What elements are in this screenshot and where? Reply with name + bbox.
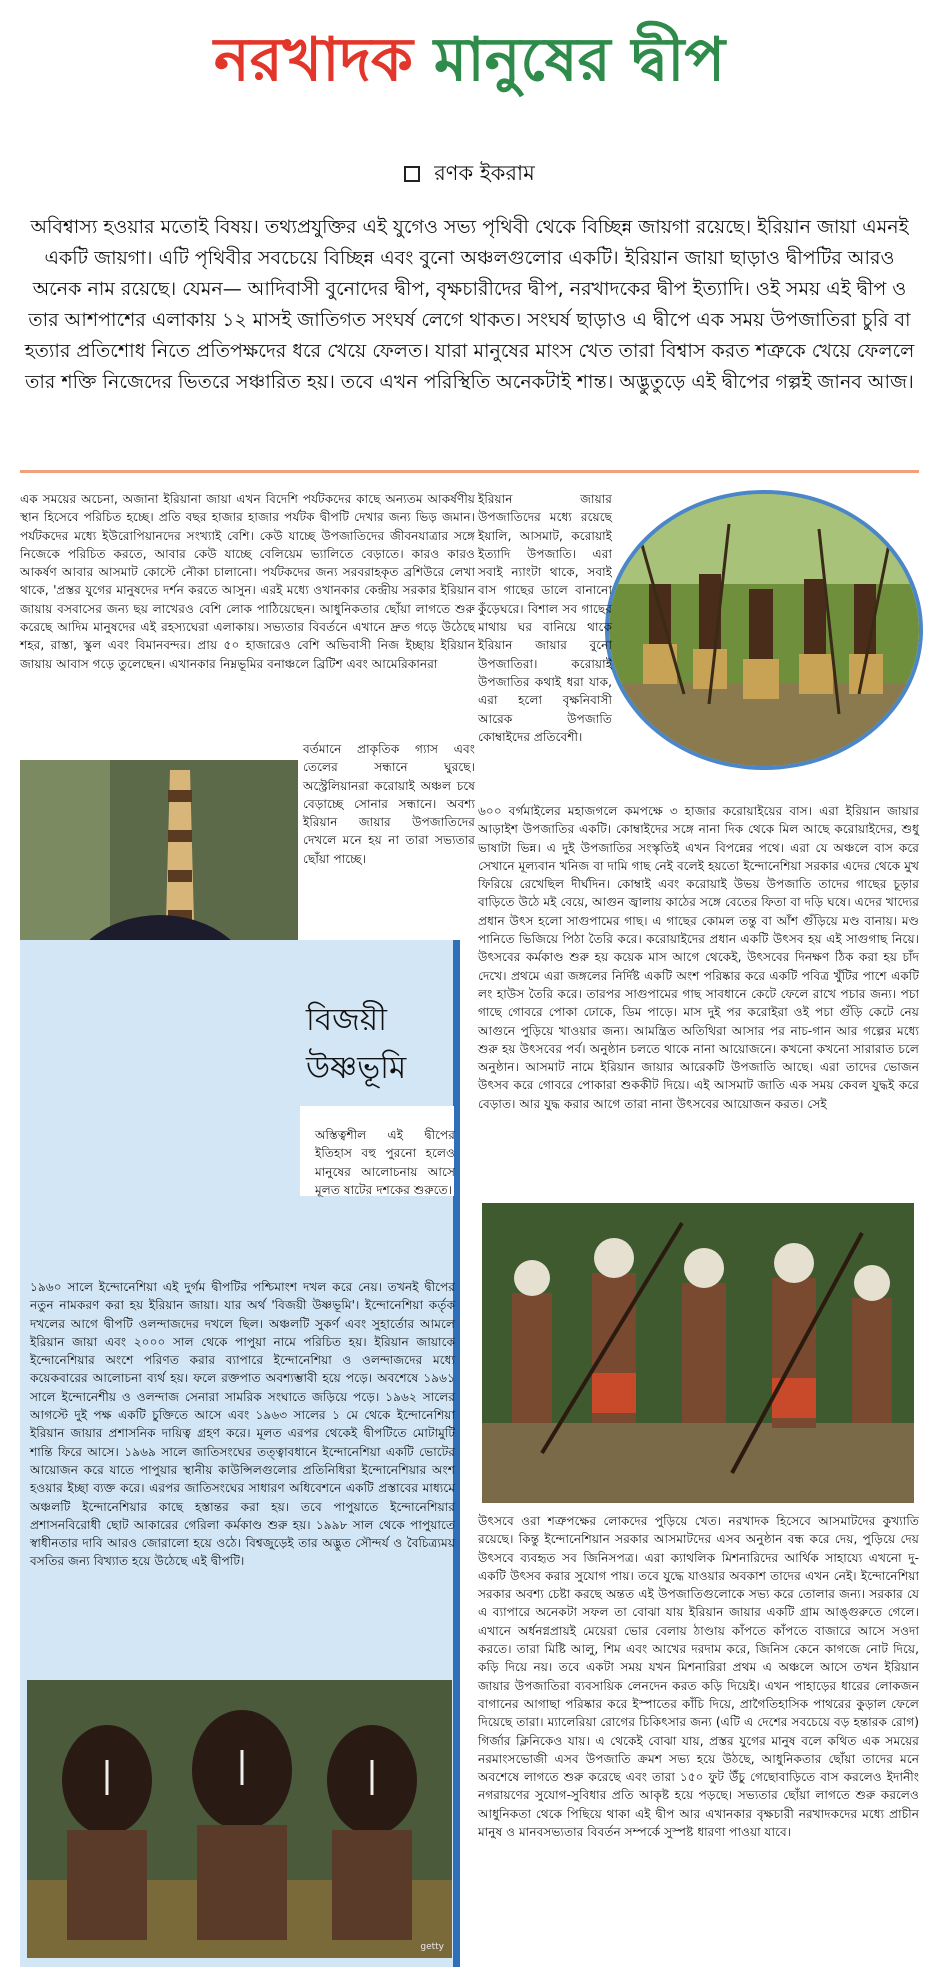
right-a-paragraph: ইরিয়ান জায়ার উপজাতিদের মধ্যে রয়েছে ইয়ালি, আসমাট, করোয়াই ইত্যাদি উপজাতি। এরা সবাই ন্যাংটা থাকে, সবাই বাস গাছের ডালে বানানো কুঁড়েঘরে। বিশাল সব গাছের মাথায় ঘর বানিয়ে থাকে ইরিয়ান জায়ার বুনো উপজাতিরা। করোয়াই উপজাতির কথাই ধরা যাক, এরা হলো বৃক্ষনিবাসী আরেক উপজাতি কোম্বাইদের প্রতিবেশী।: [478, 492, 612, 744]
byline: [0, 158, 939, 188]
author-name: রণক ইকরাম: [434, 161, 535, 185]
left-top-paragraph: এক সময়ের অচেনা, অজানা ইরিয়ানা জায়া এখন বিদেশি পর্যটকদের কাছে অন্যতম আকর্ষণীয় স্থান হিসেবে পরিচিত হচ্ছে। প্রতি বছর হাজার হাজার পর্যটক দ্বীপটি দেখার জন্য ভিড় জমান। পর্যটকদের মধ্যে ইউরোপিয়ানদের সংখ্যাই বেশি। কেউ যাচ্ছে উপজাতিদের জীবনযাত্রার সঙ্গে নিজেকে পরিচিত করতে, আবার কেউ যাচ্ছে বেলিয়েম ভ্যালিতে বেড়াতে। কারও কারও আকর্ষণ আবার আসমাট কোস্টে নৌকা চালানো। পর্যটকদের জন্য সরবরাহকৃত ব্রশিউরে লেখা থাকে, 'প্রস্তর যুগের মানুষদের দর্শন করতে আসুন। এরই মধ্যে ওখানকার কেন্দ্রীয় সরকার ইরিয়ান জায়ায় বসবাসের জন্য ছয় লাখেরও বেশি লোক পাঠিয়েছেন। আধুনিকতার ছোঁয়া লাগতে শুরু করেছে আদিম মানুষদের এই রহস্যঘেরা এলাকায়। সভ্যতার বিবর্তনে এখানে দ্রুত গড়ে উঠেছে শহর, রাস্তা, স্কুল এবং বিমানবন্দর। প্রায় ৫০ হাজারেও বেশি অভিবাসী নিজ ইচ্ছায় ইরিয়ান জায়ায় আবাস গড়ে তুলেছেন। এখানকার নিম্নভূমির বনাঞ্চলে ব্রিটিশ এবং আমেরিকানরা: [20, 492, 475, 671]
tribal-dancers-photo: [605, 490, 923, 770]
left-column-history-text: [30, 1278, 455, 1571]
right-b-paragraph: ৬০০ বর্গমাইলের মহাজগলে কমপক্ষে ৩ হাজার করোয়াইয়ের বাস। এরা ইরিয়ান জায়ার আড়াইশ উপজাতির একটি। কোম্বাইদের সঙ্গে নানা দিক থেকে মিল আছে করোয়াইদের, শুধু ভাষাটা ভিন্ন। এ দুই উপজাতির সংস্কৃতিই এখন বিপন্নের পথে। এরা যে অঞ্চলে বাস করে সেখানে মূল্যবান খনিজ বা দামি গাছ নেই বলেই হয়তো ইন্দোনেশিয়া সরকার এদের থেকে মুখ ফিরিয়ে রেখেছিল দীর্ঘদিন। কোম্বাই এবং করোয়াই উভয় উপজাতি তাদের গাছের চূড়ার বাড়িতে উঠে মই বেয়ে, আগুন জ্বালায় কাঠের সঙ্গে বেতের ফিতা বা দড়ি ঘষে। এদের খাদ্যের প্রধান উৎস হলো সাগুপামের গাছ। এ গাছের কোমল তন্তু বা আঁশ গুঁড়িয়ে মণ্ড বানায়। মণ্ড পানিতে ভিজিয়ে পিঠা তৈরি করে। করোয়াইদের প্রধান একটি উৎসব হয় এই সাগুগাছ নিয়ে। উৎসবের কর্মকাণ্ড শুরু হয় কয়েক মাস আগে থেকেই, উৎসবের দিনক্ষণ ঠিক করা হয় চাঁদ দেখে। প্রথমে এরা জঙ্গলের নির্দিষ্ট একটি অংশ পরিষ্কার করে একটি পবিত্র খুঁটির পাশে একটি লং হাউস তৈরি করে। তারপর সাগুপামের গাছ সাবধানে কেটে ফেলে রাখে পচার জন্য। পচা গাছে গোবরে পোকা ঢোকে, ডিম পাড়ে। মাস দুই পর করোইরা ওই পচা গুঁড়ি কেটে নেয় আগুনে পুড়িয়ে খাওয়ার জন্য। আমন্ত্রিত অতিথিরা আসার পর নাচ-গান আর গল্পের মধ্যে শুরু হয় উৎসবের পর্ব। অনুষ্ঠান চলতে থাকে নানা আয়োজনে। কখনো কখনো সারারাত চলে অনুষ্ঠান। আসমাট নামে ইরিয়ান জায়ার আরেকটি উপজাতি আছে। এরা তাদের ভোজন উৎসব করে গোবরে পোকারা শুককীট দিয়ে। এই আসমাট জাতি এক সময় কেবল যুদ্ধই করে বেড়াত। আর যুদ্ধ করার আগে তারা নানা উৎসবের আয়োজন করত। সেই: [478, 804, 919, 1111]
intro-divider: [20, 470, 919, 473]
subhead-line2: উষ্ণভূমি: [306, 1050, 407, 1086]
panel-side-text: [315, 1126, 455, 1199]
photo-credit: getty: [420, 1942, 444, 1952]
subhead-line1: বিজয়ী: [306, 1002, 387, 1038]
headline-part2: মানুষের দ্বীপ: [433, 25, 726, 95]
square-bullet-icon: [404, 166, 420, 182]
right-column-main-text: [478, 802, 919, 1113]
section-subhead: [306, 996, 446, 1092]
left-column-top-text: [20, 490, 475, 673]
right-c-paragraph: উৎসবে ওরা শত্রুপক্ষের লোকদের পুড়িয়ে খেত। নরখাদক হিসেবে আসমাটদের কুখ্যাতি রয়েছে। কিন্তু ইন্দোনেশিয়ান সরকার আসমাটদের এসব অনুষ্ঠান বন্ধ করে দেয়, পুড়িয়ে দেয় উৎসবে ব্যবহৃত সব জিনিসপত্র। এরা ক্যাথলিক মিশনারিদের আর্থিক সাহায্যে এখনো দু-একটি উৎসব করার সুযোগ পায়। তবে যুদ্ধে যাওয়ার অবকাশ তাদের এখন নেই। ইন্দোনেশিয়া সরকার অবশ্য চেষ্টা করছে অন্তত এই উপজাতিগুলোকে সভ্য করে তোলার জন্য। সরকার যে এ ব্যাপারে অনেকটা সফল তা বোঝা যায় ইরিয়ান জায়ার একটি গ্রাম আঙ্গুরুতে গেলে। এখানে অর্ধনগ্নপ্রায়ই মেয়েরা ভোর বেলায় ঠাণ্ডায় কাঁপতে কাঁপতে বাজারে আসে সওদা করতে। তারা মিষ্টি আলু, শিম এবং আখের দরদাম করে, জিনিস কেনে কাগজে নোট দিয়ে, কড়ি দিয়ে নয়। তবে একটা সময় যখন মিশনারিরা প্রথম এ অঞ্চলে আসে তখন ইরিয়ান জায়ার উপজাতিরা ব্যবসায়িক লেনদেন করত কড়ি দিয়েই। এখন পাহাড়ের ধারের লোকজন বাগানের আগাছা পরিষ্কার করে ইস্পাতের কাঁচি দিয়ে, প্রাগৈতিহাসিক পাথরের কুড়াল ফেলে দিয়েছে তারা। ম্যালেরিয়া রোগের চিকিৎসার জন্য (এটি এ দেশের সবচেয়ে বড় হন্তারক রোগ) গির্জার ক্লিনিকেও যায়। এ থেকেই বোঝা যায়, প্রস্তর যুগের মানুষ বলে কথিত এক সময়ের নরমাংসভোজী এসব উপজাতি ক্রমশ সভ্য হয়ে উঠছে, আধুনিকতার ছোঁয়া তাদের মনে অবশেষে লাগতে শুরু করেছে এবং তারা ১৫০ ফুট উঁচু গেছোবাড়িতে বাস করলেও ইদানীং নগরায়ণের সুযোগ-সুবিধার প্রতি আকৃষ্ট হয়ে পড়ছে। সভ্যতার ছোঁয়া লাগতে শুরু করলেও আধুনিকতা থেকে পিছিয়ে থাকা এই দ্বীপ আর এখানকার বৃক্ষচারী নরখাদকদের মধ্যে প্রাচীন মানুষ ও মানবসভ্যতার বিবর্তন সম্পর্কে সুস্পষ্ট ধারণা পাওয়া যাবে।: [478, 1514, 919, 1840]
intro-paragraph: অবিশ্বাস্য হওয়ার মতোই বিষয়। তথ্যপ্রযুক্তির এই যুগেও সভ্য পৃথিবী থেকে বিচ্ছিন্ন জায়গা রয়েছে। ইরিয়ান জায়া এমনই একটি জায়গা। এটি পৃথিবীর সবচেয়ে বিচ্ছিন্ন এবং বুনো অঞ্চলগুলোর একটি। ইরিয়ান জায়া ছাড়াও দ্বীপটির আরও অনেক নাম রয়েছে। যেমন— আদিবাসী বুনোদের দ্বীপ, বৃক্ষচারীদের দ্বীপ, নরখাদকের দ্বীপ ইত্যাদি। ওই সময় এই দ্বীপ ও তার আশপাশের এলাকায় ১২ মাসই জাতিগত সংঘর্ষ লেগে থাকত। সংঘর্ষ ছাড়াও এ দ্বীপে এক সময় উপজাতিরা চুরি বা হত্যার প্রতিশোধ নিতে প্রতিপক্ষদের ধরে খেয়ে ফেলত। যারা মানুষের মাংস খেত তারা বিশ্বাস করত শত্রুকে খেয়ে ফেললে তার শক্তি নিজেদের ভিতরে সঞ্চারিত হয়। তবে এখন পরিস্থিতি অনেকটাই শান্ত। অদ্ভুতুড়ে এই দ্বীপের গল্পই জানব আজ।: [24, 216, 915, 393]
left-bottom-paragraph: ১৯৬০ সালে ইন্দোনেশিয়া এই দুর্গম দ্বীপটির পশ্চিমাংশ দখল করে নেয়। তখনই দ্বীপের নতুন নামকরণ করা হয় ইরিয়ান জায়া। যার অর্থ 'বিজয়ী উষ্ণভূমি'। ইন্দোনেশিয়া কর্তৃক দখলের আগে দ্বীপটি ওলন্দাজদের দখলে ছিল। অঞ্চলটি সুকর্ণ এবং সুহার্তোর আমলে ইরিয়ান জায়া এবং ২০০০ সাল থেকে পাপুয়া নামে পরিচিত হয়। ইরিয়ান জায়াকে ইন্দোনেশিয়ার অংশে পরিণত করার ব্যাপারে ইন্দোনেশিয়া ও ওলন্দাজদের মধ্যে কয়েকবারের আলোচনা ব্যর্থ হয়। ফলে রক্তপাত অবশ্যম্ভাবী হয়ে পড়ে। অবশেষে ১৯৬১ সালে ইন্দোনেশীয় ও ওলন্দাজ সেনারা সামরিক সংঘাতে জড়িয়ে পড়ে। ১৯৬২ সালের আগস্টে দুই পক্ষ একটি চুক্তিতে আসে এবং ১৯৬৩ সালের ১ মে থেকে ইন্দোনেশিয়া ইরিয়ান জায়ার প্রশাসনিক দায়িত্ব গ্রহণ করে। মূলত এরপর থেকেই দ্বীপটিতে মোটামুটি শান্তি ফিরে আসে। ১৯৬৯ সালে জাতিসংঘের তত্ত্বাবধানে ইন্দোনেশিয়া একটি ভোটের আয়োজন করে যাতে পাপুয়ার স্থানীয় কাউন্সিলগুলোর প্রতিনিধিরা ইন্দোনেশিয়ার অংশ হওয়ার ইচ্ছা ব্যক্ত করে। এরপর জাতিসংঘের সাধারণ অধিবেশনে একটি প্রস্তাবের মাধ্যমে অঞ্চলটি ইন্দোনেশিয়ার কাছে হস্তান্তর করা হয়। তবে পাপুয়াতে ইন্দোনেশিয়ার প্রশাসনবিরোধী ছোট আকারের গেরিলা কর্মকাণ্ড শুরু হয়। ১৯৯৮ সাল থেকে পাপুয়াতে স্বাধীনতার দাবি আরও জোরালো হয়ে ওঠে। বিশ্বজুড়েই তার অদ্ভুত সৌন্দর্য ও বৈচিত্র্যময় বসতির জন্য বিখ্যাত হয়ে উঠেছে এই দ্বীপটি।: [30, 1280, 455, 1569]
side-caption-paragraph: অস্তিত্বশীল এই দ্বীপের ইতিহাস বহু পুরনো হলেও মানুষের আলোচনায় আসে মূলত ষাটের দশকের শুরুতে।: [315, 1128, 455, 1197]
tribal-elders-photo: [27, 1680, 452, 1958]
warriors-battle-photo: [482, 1203, 914, 1503]
headline-part1: নরখাদক: [213, 25, 414, 95]
headline: [0, 20, 939, 100]
left-column-mid-text: [303, 740, 475, 868]
right-column-intro-text: [478, 490, 612, 746]
right-column-closing-text: [478, 1512, 919, 1841]
left-mid-paragraph: বর্তমানে প্রাকৃতিক গ্যাস এবং তেলের সন্ধানে ঘুরছে। অস্ট্রেলিয়ানরা করোয়াই অঞ্চল চষে বেড়াচ্ছে সোনার সন্ধানে। অবশ্য ইরিয়ান জায়ার উপজাতিদের দেখলে মনে হয় না তারা সভ্যতার ছোঁয়া পাচ্ছে।: [303, 742, 475, 866]
